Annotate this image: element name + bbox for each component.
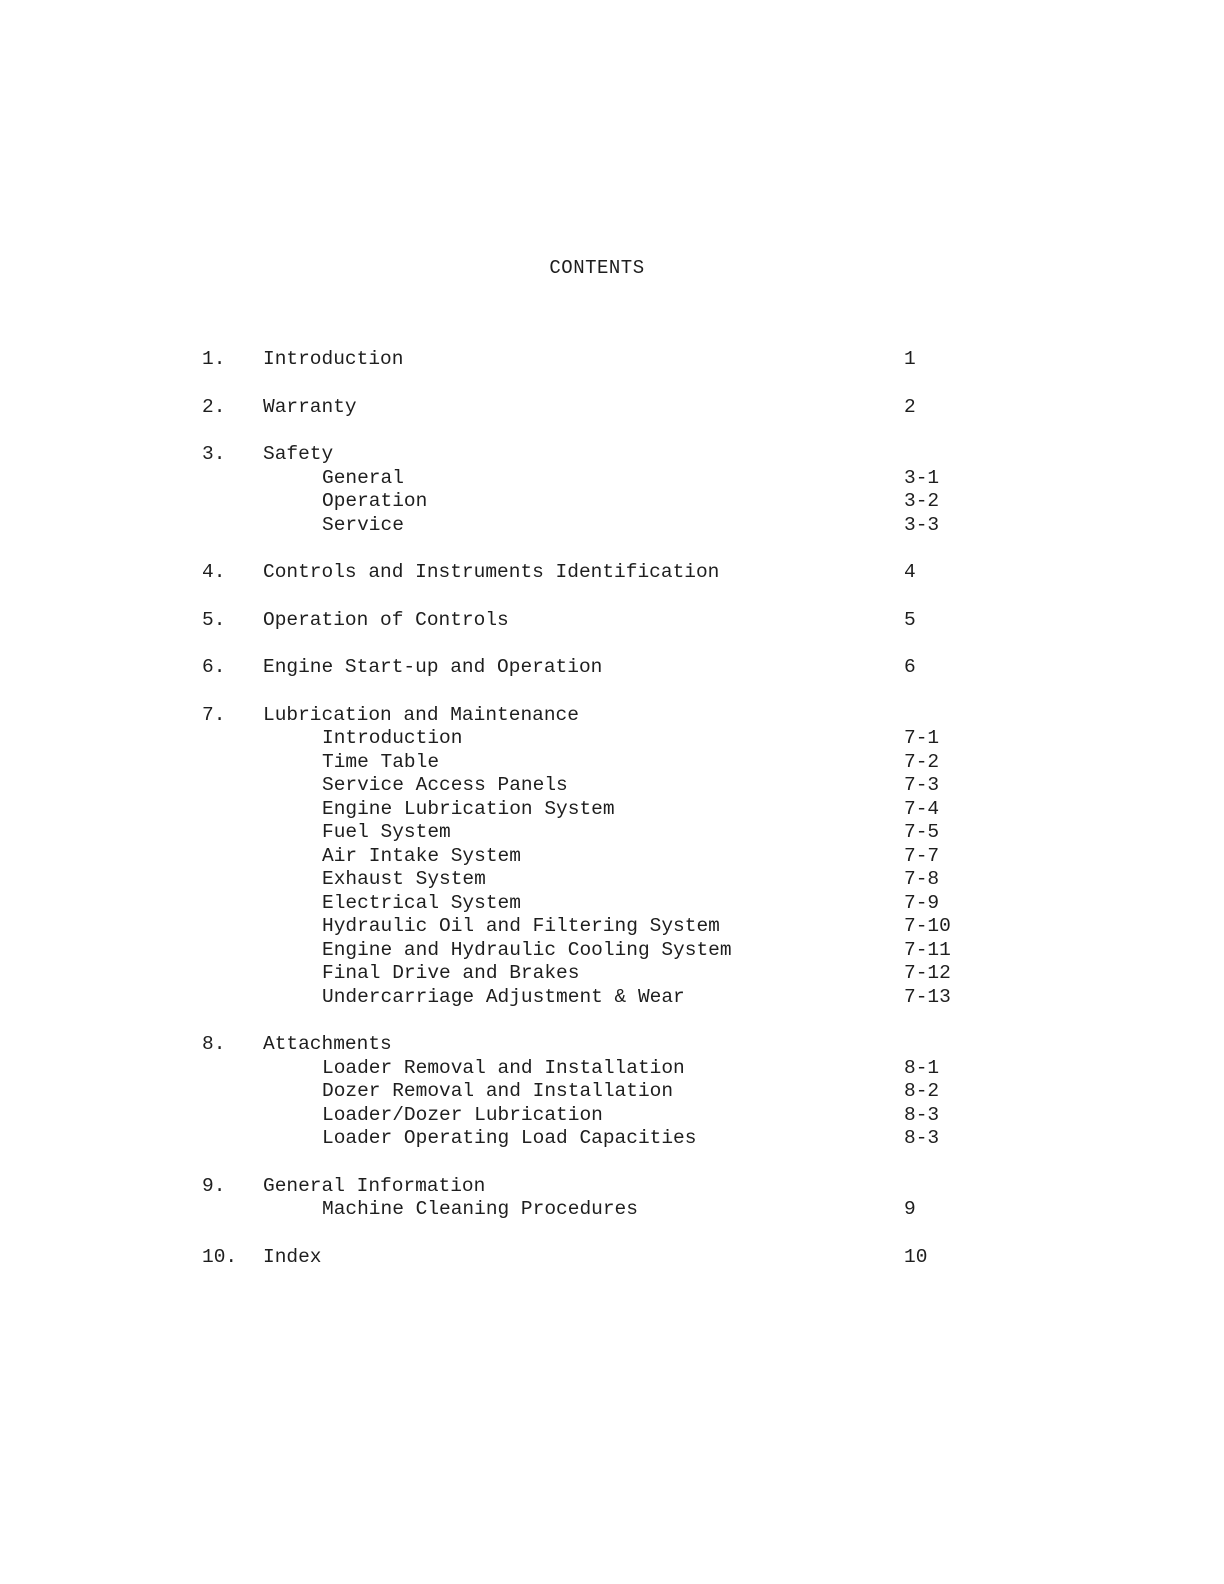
section-number: 10. (202, 1245, 238, 1268)
toc-subsection-row (0, 727, 1224, 751)
toc-subsection-row (0, 939, 1224, 963)
subsection-page-number: 3-3 (904, 513, 940, 536)
toc-section (0, 348, 1224, 372)
subsection-page-number: 7-1 (904, 727, 940, 749)
toc-subsection-row (0, 490, 1224, 514)
toc-section (0, 1033, 1224, 1151)
section-title: Operation of Controls (263, 608, 509, 631)
toc-subsection-row (0, 1104, 1224, 1128)
subsection-page-number: 7-8 (904, 868, 940, 890)
toc-section-row (0, 443, 1224, 467)
toc-section (0, 1246, 1224, 1270)
section-number: 8. (202, 1033, 226, 1055)
subsection-page-number: 7-5 (904, 821, 940, 843)
subsection-page-number: 8-2 (904, 1080, 940, 1102)
toc-subsection-row (0, 751, 1224, 775)
section-title: Attachments (263, 1033, 392, 1055)
subsection-title: Engine and Hydraulic Cooling System (322, 938, 732, 961)
subsection-page-number: 3-1 (904, 466, 940, 489)
subsection-title: Loader Operating Load Capacities (322, 1127, 697, 1149)
toc-subsection-row (0, 892, 1224, 916)
subsection-page-number: 8-3 (904, 1127, 940, 1149)
section-title: General Information (263, 1174, 486, 1197)
toc-subsection-row (0, 986, 1224, 1010)
table-of-contents (0, 348, 1224, 1293)
subsection-page-number: 7-11 (904, 938, 951, 961)
toc-subsection-row (0, 962, 1224, 986)
toc-subsection-row (0, 798, 1224, 822)
subsection-title: Engine Lubrication System (322, 797, 615, 820)
section-number: 6. (202, 656, 226, 678)
toc-subsection-row (0, 821, 1224, 845)
section-title: Controls and Instruments Identification (263, 561, 720, 583)
toc-section-row (0, 396, 1224, 420)
section-title: Index (263, 1245, 322, 1268)
section-page-number: 4 (904, 561, 916, 583)
toc-subsection-row (0, 467, 1224, 491)
toc-subsection-row (0, 514, 1224, 538)
subsection-title: Air Intake System (322, 844, 521, 867)
section-number: 3. (202, 443, 226, 465)
section-page-number: 6 (904, 656, 916, 678)
subsection-page-number: 7-2 (904, 750, 940, 773)
page-title: CONTENTS (549, 257, 645, 279)
section-number: 1. (202, 348, 226, 370)
section-number: 4. (202, 561, 226, 583)
section-number: 5. (202, 608, 226, 631)
toc-section (0, 704, 1224, 1010)
subsection-page-number: 7-12 (904, 962, 951, 984)
toc-subsection-row (0, 868, 1224, 892)
section-number: 2. (202, 395, 226, 418)
subsection-title: Operation (322, 490, 428, 512)
section-page-number: 5 (904, 608, 916, 631)
toc-section (0, 561, 1224, 585)
toc-section-row (0, 1246, 1224, 1270)
toc-section-row (0, 609, 1224, 633)
section-title: Warranty (263, 395, 357, 418)
subsection-title: Time Table (322, 750, 440, 773)
subsection-title: Machine Cleaning Procedures (322, 1198, 638, 1220)
subsection-page-number: 7-9 (904, 891, 940, 914)
subsection-title: Hydraulic Oil and Filtering System (322, 915, 720, 937)
subsection-page-number: 7-13 (904, 985, 951, 1008)
section-page-number: 2 (904, 395, 916, 418)
section-title: Lubrication and Maintenance (263, 703, 579, 726)
subsection-page-number: 9 (904, 1198, 916, 1220)
subsection-title: Fuel System (322, 821, 451, 843)
toc-subsection-row (0, 774, 1224, 798)
toc-section-row (0, 348, 1224, 372)
subsection-page-number: 8-3 (904, 1103, 940, 1126)
toc-section (0, 609, 1224, 633)
section-page-number: 1 (904, 348, 916, 370)
toc-section-row (0, 656, 1224, 680)
toc-section (0, 396, 1224, 420)
subsection-title: General (322, 466, 404, 489)
subsection-title: Exhaust System (322, 868, 486, 890)
toc-section-row (0, 1175, 1224, 1199)
section-title: Safety (263, 443, 334, 465)
subsection-title: Introduction (322, 727, 463, 749)
subsection-page-number: 7-7 (904, 844, 940, 867)
section-number: 7. (202, 703, 226, 726)
subsection-page-number: 7-10 (904, 915, 951, 937)
section-title: Engine Start-up and Operation (263, 656, 603, 678)
subsection-page-number: 8-1 (904, 1056, 940, 1079)
section-number: 9. (202, 1174, 226, 1197)
subsection-page-number: 7-3 (904, 774, 940, 796)
toc-subsection-row (0, 1127, 1224, 1151)
subsection-title: Loader Removal and Installation (322, 1056, 685, 1079)
toc-subsection-row (0, 915, 1224, 939)
subsection-title: Service (322, 513, 404, 536)
toc-section-row (0, 1033, 1224, 1057)
toc-section-row (0, 704, 1224, 728)
subsection-title: Dozer Removal and Installation (322, 1080, 674, 1102)
subsection-title: Undercarriage Adjustment & Wear (322, 985, 685, 1008)
section-title: Introduction (263, 348, 404, 370)
subsection-page-number: 3-2 (904, 490, 940, 512)
toc-section-row (0, 561, 1224, 585)
toc-subsection-row (0, 1080, 1224, 1104)
toc-subsection-row (0, 1057, 1224, 1081)
toc-section (0, 656, 1224, 680)
subsection-page-number: 7-4 (904, 797, 940, 820)
subsection-title: Final Drive and Brakes (322, 962, 580, 984)
section-page-number: 10 (904, 1245, 928, 1268)
subsection-title: Service Access Panels (322, 774, 568, 796)
subsection-title: Electrical System (322, 891, 521, 914)
toc-subsection-row (0, 845, 1224, 869)
toc-subsection-row (0, 1198, 1224, 1222)
subsection-title: Loader/Dozer Lubrication (322, 1103, 603, 1126)
toc-section (0, 443, 1224, 537)
toc-section (0, 1175, 1224, 1222)
